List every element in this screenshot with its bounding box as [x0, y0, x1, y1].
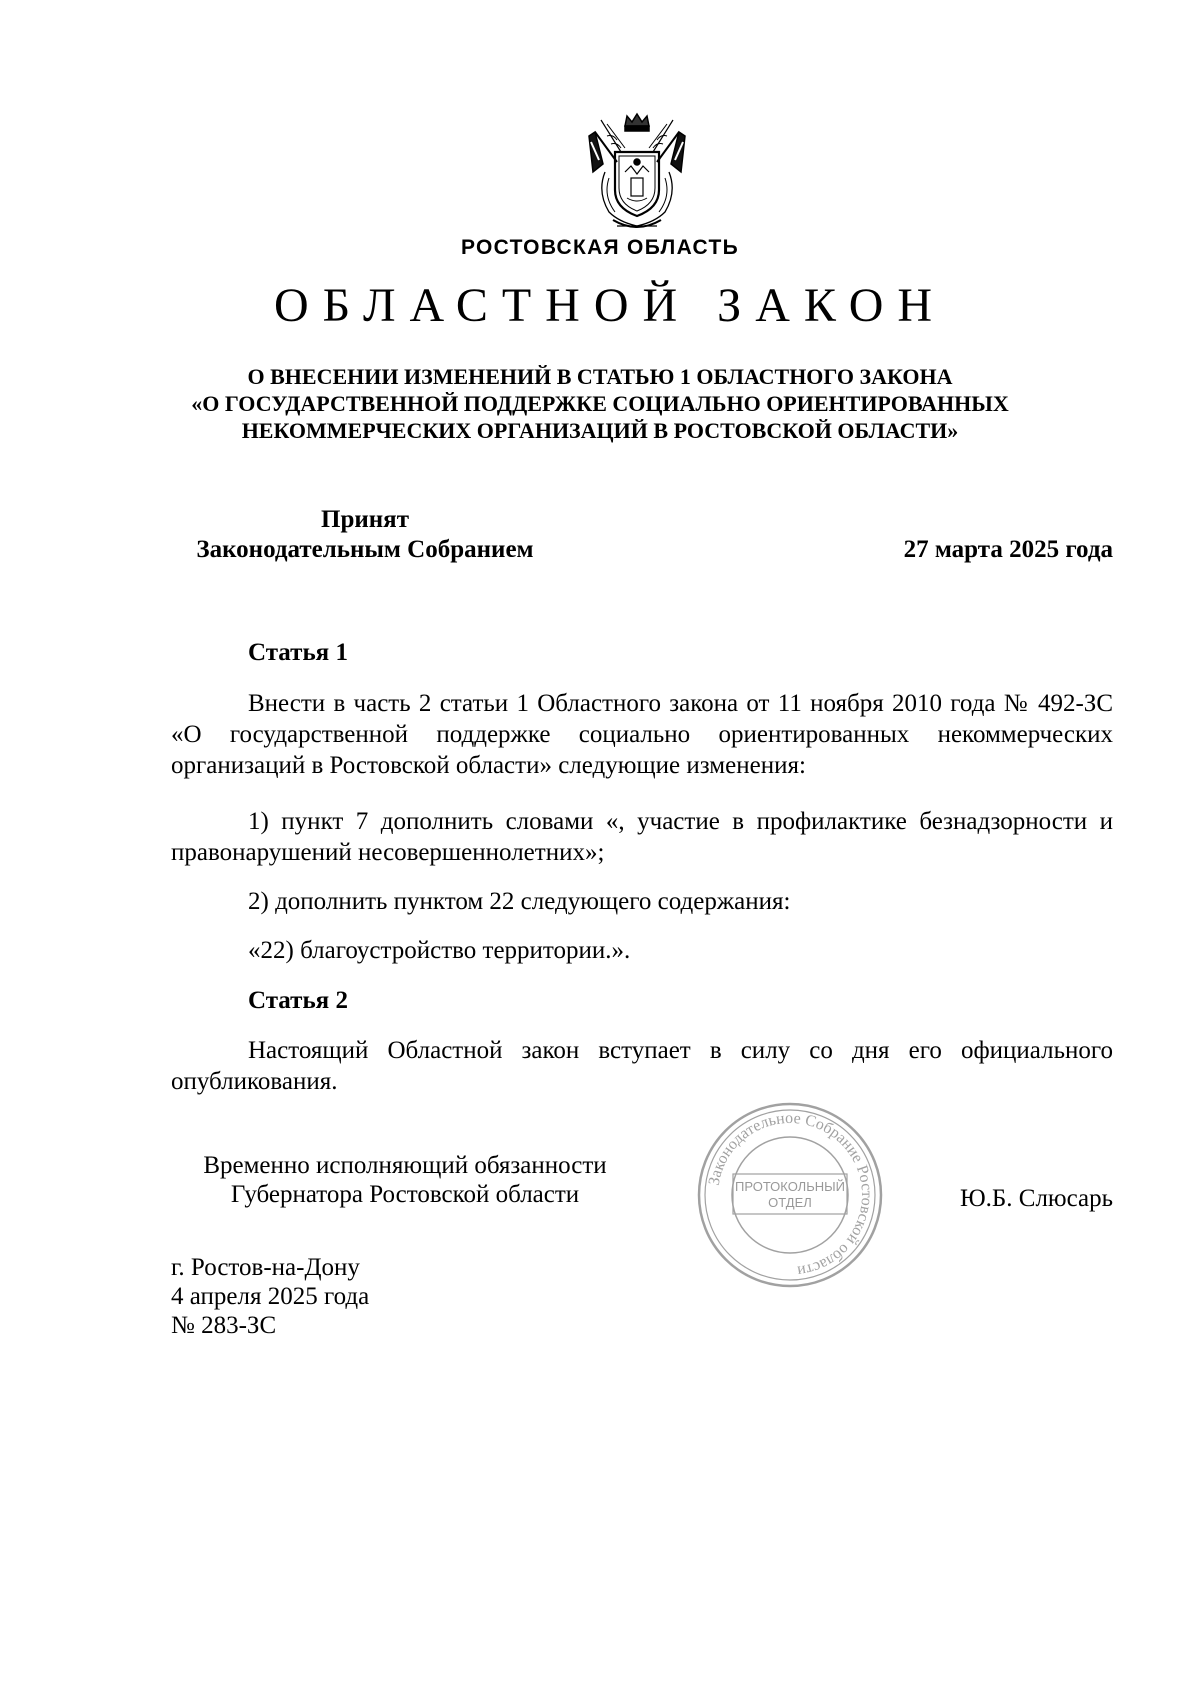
signatory-position: [160, 1151, 650, 1209]
signing-date: 4 апреля 2025 года: [171, 1283, 370, 1310]
seal-center-line: ПРОТОКОЛЬНЫЙ: [734, 1179, 846, 1194]
seal-center-line: ОТДЕЛ: [768, 1195, 812, 1210]
official-seal-stamp: [695, 1100, 885, 1290]
signatory-name: Ю.Б. Слюсарь: [959, 1185, 1113, 1212]
article-2-paragraph: Настоящий Областной закон вступает в силу со дня его официального опубликования.: [171, 1037, 1113, 1095]
law-title-line: «О ГОСУДАРСТВЕННОЙ ПОДДЕРЖКЕ СОЦИАЛЬНО ОРИЕНТИРОВАННЫХ: [191, 391, 1009, 416]
adoption-line: Законодательным Собранием: [196, 536, 534, 563]
law-title-line: НЕКОММЕРЧЕСКИХ ОРГАНИЗАЦИЙ В РОСТОВСКОЙ ОБЛАСТИ»: [241, 418, 959, 443]
adoption-line: Принят: [321, 506, 409, 533]
adoption-authority: [150, 505, 580, 565]
coat-of-arms-emblem: [587, 112, 687, 234]
article-1-item-1: 1) пункт 7 дополнить словами «, участие в профилактике безнадзорности и правонарушений несовершеннолетних»;: [171, 808, 1113, 866]
law-title: [150, 363, 1050, 444]
article-1-paragraph: Внести в часть 2 статьи 1 Областного закона от 11 ноября 2010 года № 492-ЗС «О государственной поддержке социально ориентированных некоммерческих организаций в Ростовской области» следующие изменения:: [171, 690, 1113, 779]
law-number: № 283-ЗС: [171, 1312, 277, 1339]
city: г. Ростов-на-Дону: [171, 1254, 360, 1281]
law-title-line: О ВНЕСЕНИИ ИЗМЕНЕНИЙ В СТАТЬЮ 1 ОБЛАСТНОГО ЗАКОНА: [247, 364, 953, 389]
signatory-position-line: Губернатора Ростовской области: [230, 1181, 580, 1208]
document-type: ОБЛАСТНОЙ ЗАКОН: [273, 279, 947, 332]
region-name: РОСТОВСКАЯ ОБЛАСТЬ: [460, 236, 740, 259]
article-1-item-2: 2) дополнить пунктом 22 следующего содержания:: [248, 888, 791, 915]
adoption-date: 27 марта 2025 года: [903, 536, 1113, 563]
article-2-heading: Статья 2: [248, 987, 348, 1014]
signatory-position-line: Временно исполняющий обязанности: [203, 1152, 607, 1179]
article-1-item-2-content: «22) благоустройство территории.».: [248, 937, 631, 964]
seal-ring-text: Законодательное Собрание Ростовской области: [705, 1109, 876, 1280]
article-1-heading: Статья 1: [248, 639, 348, 666]
place-date-number: [171, 1253, 369, 1340]
